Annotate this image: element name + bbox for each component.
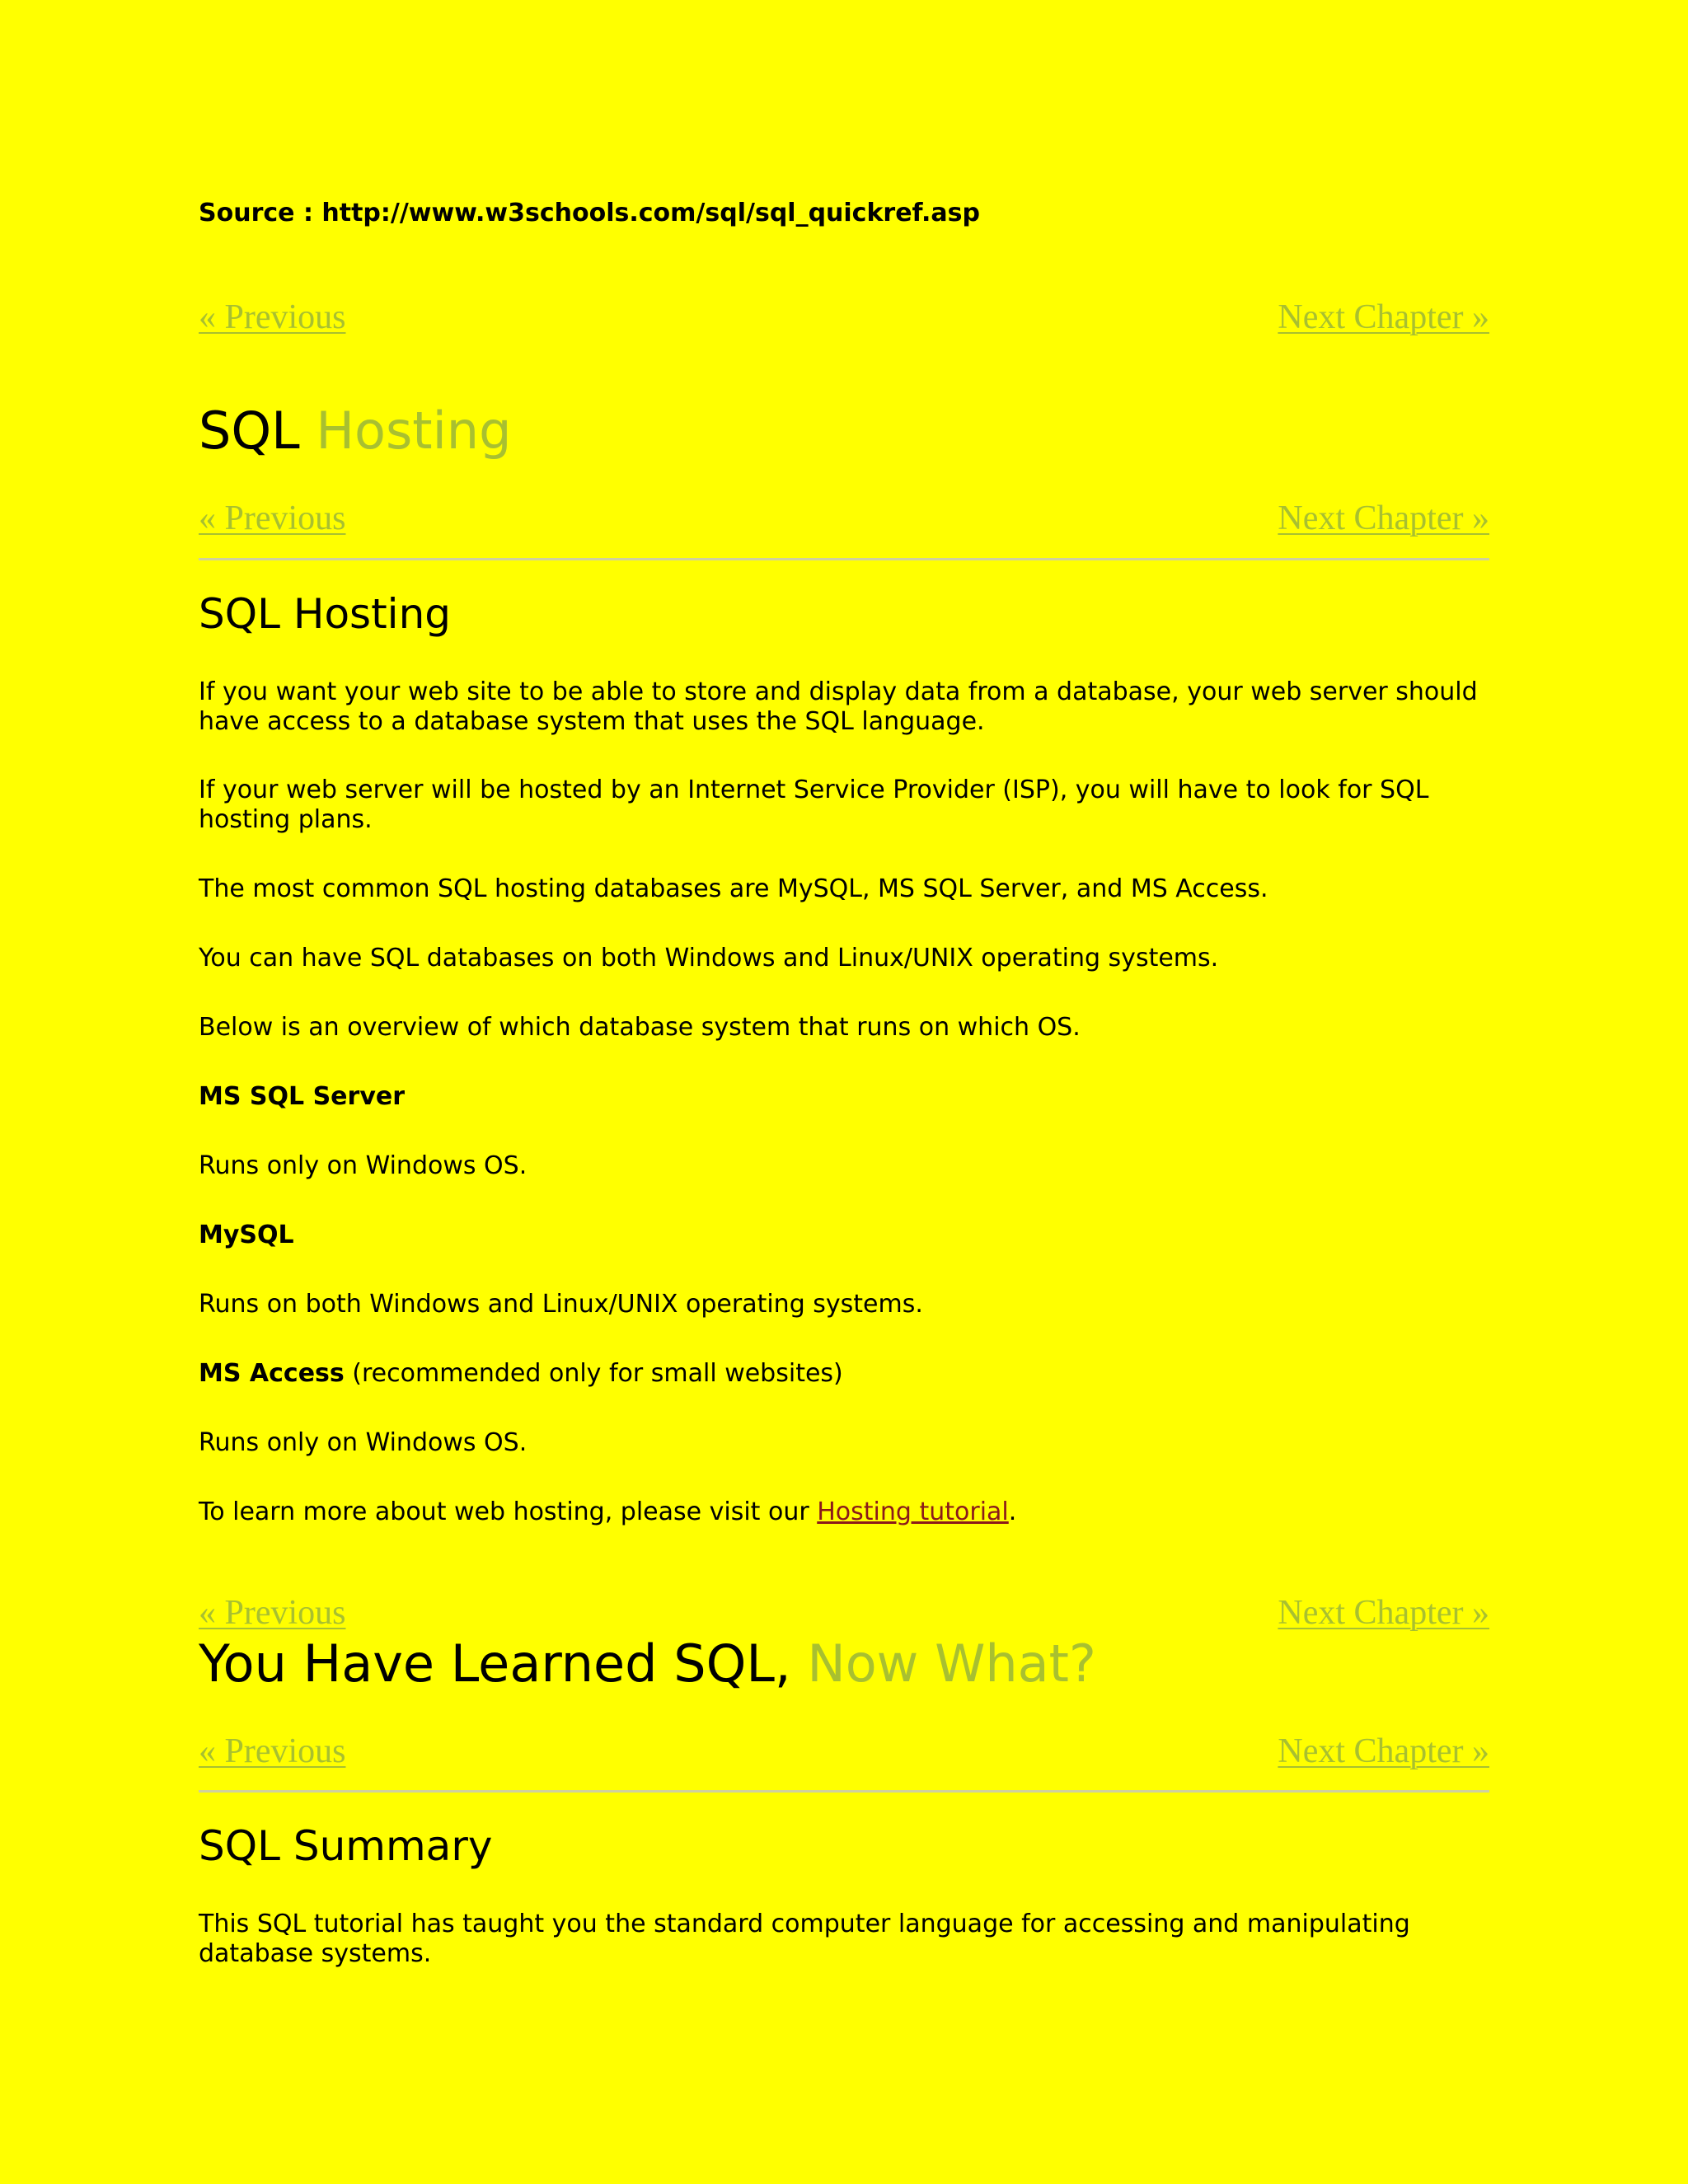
nav-row-3 (199, 1592, 1489, 1633)
divider (199, 1790, 1489, 1793)
system-desc-mssql: Runs only on Windows OS. (199, 1151, 528, 1180)
paragraph: If you want your web site to be able to store and display data from a database, your web server should have access to a database system that uses the SQL language. (199, 677, 1478, 736)
nav-row-2 (199, 498, 1489, 539)
nav-row-1 (199, 297, 1489, 338)
section-heading-summary: SQL Summary (199, 1822, 493, 1870)
summary-paragraph: This SQL tutorial has taught you the standard computer language for accessing and manipulating database systems. (199, 1910, 1410, 1968)
title-part-accent: Hosting (316, 401, 512, 461)
system-name: MySQL (199, 1221, 294, 1249)
system-name-access (199, 1359, 1489, 1389)
next-chapter-link[interactable]: Next Chapter » (1278, 1732, 1489, 1770)
system-name-mysql (199, 1221, 1489, 1250)
page-title-hosting (199, 401, 511, 462)
page-title-learned (199, 1633, 1096, 1694)
system-name: MS Access (199, 1359, 345, 1388)
system-name: MS SQL Server (199, 1082, 406, 1111)
divider (199, 558, 1489, 560)
paragraph: You can have SQL databases on both Windows and Linux/UNIX operating systems. (199, 944, 1219, 972)
paragraph: Below is an overview of which database system that runs on which OS. (199, 1013, 1081, 1042)
system-name-mssql (199, 1082, 1489, 1112)
next-chapter-link[interactable]: Next Chapter » (1278, 499, 1489, 537)
learn-more-paragraph (199, 1497, 1489, 1527)
paragraph: If your web server will be hosted by an Internet Service Provider (ISP), you will have to look for SQL hosting plans. (199, 776, 1429, 834)
title-part-main: You Have Learned SQL, (199, 1633, 808, 1694)
system-desc-mysql: Runs on both Windows and Linux/UNIX operating systems. (199, 1290, 923, 1319)
previous-link[interactable]: « Previous (199, 298, 346, 336)
hosting-tutorial-link[interactable]: Hosting tutorial (817, 1497, 1009, 1526)
previous-link[interactable]: « Previous (199, 1594, 346, 1632)
paragraph: The most common SQL hosting databases are MySQL, MS SQL Server, and MS Access. (199, 874, 1268, 903)
previous-link[interactable]: « Previous (199, 1732, 346, 1770)
next-chapter-link[interactable]: Next Chapter » (1278, 1594, 1489, 1632)
nav-row-4 (199, 1731, 1489, 1772)
learn-more-prefix: To learn more about web hosting, please visit our (199, 1497, 818, 1526)
system-desc-access: Runs only on Windows OS. (199, 1428, 528, 1457)
system-note: (recommended only for small websites) (344, 1359, 843, 1388)
previous-link[interactable]: « Previous (199, 499, 346, 537)
title-part-accent: Now What? (807, 1633, 1096, 1694)
learn-more-suffix: . (1008, 1497, 1017, 1526)
title-part-main: SQL (199, 401, 316, 461)
section-heading-hosting: SQL Hosting (199, 590, 452, 638)
next-chapter-link[interactable]: Next Chapter » (1278, 298, 1489, 336)
source-line: Source : http://www.w3schools.com/sql/sql_quickref.asp (199, 199, 980, 227)
